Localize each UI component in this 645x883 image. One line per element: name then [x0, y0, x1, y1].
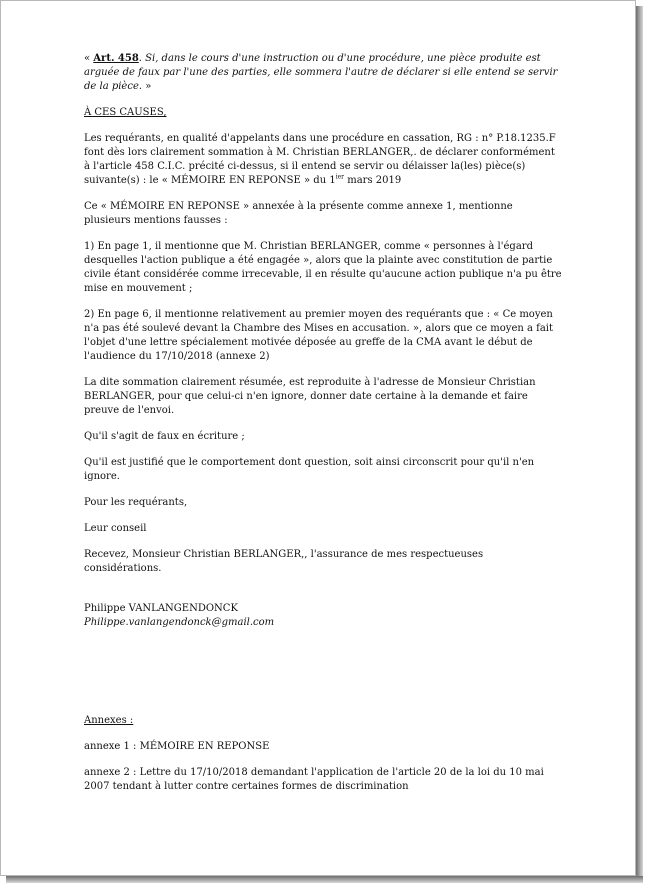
page-shadow-right: [636, 6, 643, 883]
quote-close: »: [142, 81, 152, 92]
date-superscript: ier: [335, 173, 345, 181]
faux-paragraph: Qu'il s'agit de faux en écriture ;: [84, 431, 245, 442]
article-reference: Art. 458: [93, 53, 139, 64]
page-shadow-bottom: [6, 876, 643, 883]
memoire-paragraph: Ce « MÉMOIRE EN REPONSE » annexée à la présente comme annexe 1, mentionne plusieurs mentions fausses :: [84, 201, 513, 226]
closing-requerants: Pour les requérants,: [84, 497, 188, 508]
closing-salutation: Recevez, Monsieur Christian BERLANGER,, l'assurance de mes respectueuses considérations.: [84, 549, 484, 574]
point-two: 2) En page 6, il mentionne relativement au premier moyen des requérants que : « Ce moyen n'a pas été soulevé devant la Chambre des Mises en accusation. », alors que ce moyen a fait l'objet d'une lettre spécialement motivée déposée au greffe de la CMA avant le début de l'audience du 17/10/2018 (annexe 2): [84, 309, 554, 362]
sommation-paragraph: La dite sommation clairement résumée, est reproduite à l'adresse de Monsieur Christian BERLANGER, pour que celui-ci n'en ignore, donner date certaine à la demande et faire preuve de l'envoi.: [84, 377, 536, 416]
requerants-text: Les requérants, en qualité d'appelants dans une procédure en cassation, RG : n° P.18.1235.F font dès lors clairement sommation à M. Christian BERLANGER,. de déclarer conformément à l'article 458 C.I.C. précité ci-dessus, si il entend se servir ou délaisser la(les) pièce(s) suivante(s) : le « MÉMOIRE EN REPONSE » du 1: [84, 133, 556, 186]
causes-heading: [84, 106, 562, 120]
spacer: [84, 588, 562, 602]
document-body: [84, 52, 562, 806]
closing-conseil: Leur conseil: [84, 523, 147, 534]
causes-heading-text: À CES CAUSES,: [84, 107, 167, 118]
point-one: 1) En page 1, il mentionne que M. Christian BERLANGER, comme « personnes à l'égard desquelles l'action publique a été engagée », alors que la plainte avec constitution de partie civile étant considérée comme irrecevable, il en résulte qu'aucune action publique n'a pu être mise en mouvement ;: [84, 241, 562, 294]
signature-name: Philippe VANLANGENDONCK: [84, 603, 238, 614]
spacer: [84, 642, 562, 714]
requerants-paragraph: [84, 132, 562, 188]
annexes-heading: [84, 714, 562, 728]
annex-item-1: annexe 1 : MÉMOIRE EN REPONSE: [84, 741, 270, 752]
article-text: . Si, dans le cours d'une instruction ou d'une procédure, une pièce produite est arguée de faux par l'une des parties, elle sommera l'autre de déclarer si elle entend se servir de la pièce.: [84, 53, 558, 92]
justifie-paragraph: Qu'il est justifié que le comportement dont question, soit ainsi circonscrit pour qu'il n'en ignore.: [84, 457, 535, 482]
signature-email: Philippe.vanlangendonck@gmail.com: [84, 617, 275, 628]
requerants-tail: mars 2019: [344, 175, 402, 186]
annexes-heading-text: Annexes :: [84, 715, 134, 726]
annex-item-2: annexe 2 : Lettre du 17/10/2018 demandant l'application de l'article 20 de la loi du 10 mai 2007 tendant à lutter contre certaines formes de discrimination: [84, 767, 544, 792]
article-quote: [84, 52, 562, 94]
quote-open: «: [84, 53, 94, 64]
